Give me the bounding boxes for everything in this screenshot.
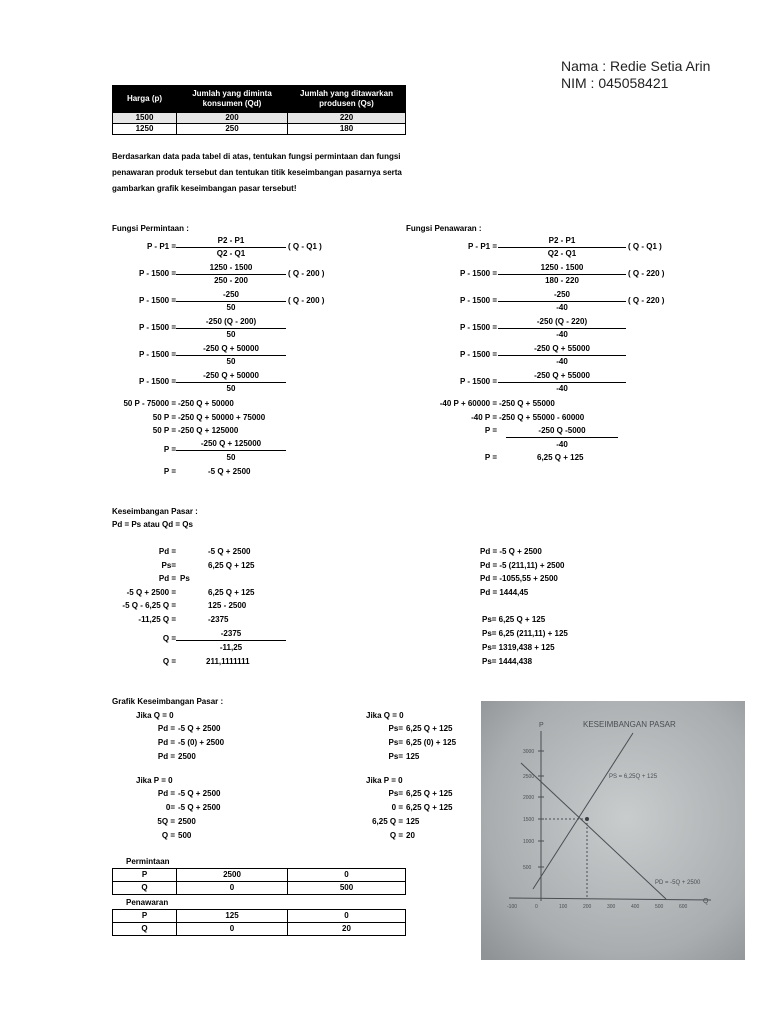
supply-step-rhs: -250 Q + 55000 - 60000 [499, 413, 585, 422]
fraction-bar [176, 301, 286, 302]
fraction-bar [176, 450, 286, 451]
supply-frac-den: -40 [556, 384, 568, 393]
demand-frac-lhs: P - 1500 = [139, 296, 176, 305]
sketch-y-tick: 3000 [523, 749, 535, 755]
demand-frac-num: 1250 - 1500 [209, 263, 253, 272]
sketch-y-tick: 2500 [523, 774, 535, 780]
calc-rhs: 125 [406, 817, 420, 826]
student-name: Nama : Redie Setia Arin [561, 58, 711, 74]
supply-frac-rhs: ( Q - 220 ) [628, 296, 665, 305]
table-cell: Q [113, 923, 177, 936]
demand-frac-num: P2 - P1 [217, 236, 245, 245]
calc-rhs: -5 Q + 2500 [178, 724, 221, 733]
demand-step-rhs: -250 Q + 125000 [178, 426, 239, 435]
fraction-bar [498, 274, 626, 275]
calc-rhs: 6,25 Q + 125 [406, 803, 453, 812]
demand-frac-lhs: P - 1500 = [139, 377, 176, 386]
supply-frac-lhs: P - 1500 = [460, 350, 497, 359]
supply-frac-num: -250 [553, 290, 570, 299]
calc-rhs: 2500 [178, 752, 196, 761]
header-qd: Jumlah yang diminta konsumen (Qd) [177, 86, 288, 113]
calc-lhs: Pd = [157, 752, 175, 761]
demand-frac-lhs: P - 1500 = [139, 323, 176, 332]
table-row [113, 124, 406, 135]
demand-step-rhs: -250 Q + 50000 + 75000 [178, 413, 266, 422]
calc-rhs: 6,25 Q + 125 [406, 789, 453, 798]
demand-frac-lhs: P - 1500 = [139, 350, 176, 359]
demand-frac-lhs: P - P1 = [147, 242, 176, 251]
calc-lhs: Pd = [157, 738, 175, 747]
supply-frac-lhs: P - 1500 = [460, 377, 497, 386]
eq-step-lhs: -5 Q + 2500 = [126, 588, 176, 597]
demand-step-lhs: 50 P = [152, 413, 176, 422]
demand-final-lhs: P = [163, 445, 176, 454]
table-cell: 1500 [113, 113, 177, 124]
sketch-y-tick: 2000 [523, 795, 535, 801]
demand-frac-den: 50 [226, 330, 236, 339]
demand-frac-rhs: ( Q - 200 ) [288, 296, 325, 305]
supply-frac-lhs: P - P1 = [468, 242, 497, 251]
demand-step-lhs: 50 P = [152, 426, 176, 435]
calc-heading: Jika Q = 0 [136, 711, 174, 720]
sketch-title: KESEIMBANGAN PASAR [583, 720, 676, 729]
demand-frac-den: 50 [226, 357, 236, 366]
equilibrium-condition: Pd = Ps atau Qd = Qs [112, 520, 193, 529]
header-qs: Jumlah yang ditawarkan produsen (Qs) [288, 86, 406, 113]
demand-frac-num: -250 (Q - 200) [205, 317, 257, 326]
pd-calc-line: Pd = 1444,45 [480, 588, 529, 597]
demand-frac-num: -250 Q + 50000 [203, 344, 259, 353]
supply-frac-num: -250 (Q - 220) [536, 317, 588, 326]
supply-title: Fungsi Penawaran : [406, 224, 482, 233]
calc-heading: Jika P = 0 [366, 776, 403, 785]
supply-frac-rhs: ( Q - Q1 ) [628, 242, 662, 251]
fraction-bar [506, 437, 618, 438]
eq-frac-lhs: Q = [162, 634, 176, 643]
pd-calc-line: Pd = -1055,55 + 2500 [480, 574, 558, 583]
table-cell: 200 [177, 113, 288, 124]
supply-step-lhs: -40 P = [471, 413, 497, 422]
eq-step-lhs: Pd = [158, 547, 176, 556]
table-cell: 0 [288, 869, 406, 882]
sketch-x-tick: 500 [655, 904, 664, 910]
graph-title: Grafik Keseimbangan Pasar : [112, 697, 224, 706]
demand-frac-den: 250 - 200 [214, 276, 248, 285]
calc-rhs: -5 Q + 2500 [178, 803, 221, 812]
ps-calc-line: Ps= 1319,438 + 125 [482, 643, 555, 652]
fraction-bar [176, 382, 286, 383]
fraction-bar [176, 247, 286, 248]
fraction-bar [498, 301, 626, 302]
calc-lhs: Ps= [388, 752, 403, 761]
calc-rhs: -5 (0) + 2500 [178, 738, 225, 747]
table-row [113, 923, 406, 936]
fraction-bar [498, 382, 626, 383]
table-cell: 1250 [113, 124, 177, 135]
table-cell: P [113, 910, 177, 923]
supply-frac-lhs: P - 1500 = [460, 269, 497, 278]
table-cell: 2500 [177, 869, 288, 882]
calc-rhs: 500 [178, 831, 192, 840]
table-cell: Q [113, 882, 177, 895]
calc-lhs: Q = [389, 831, 403, 840]
eq-q-result: 211,1111111 [206, 657, 250, 666]
eq-frac-den: -11,25 [219, 643, 243, 652]
supply-frac-num: -250 Q + 55000 [534, 371, 590, 380]
calc-lhs: Ps= [388, 738, 403, 747]
supply-frac-den: 180 - 220 [545, 276, 579, 285]
supply-final-den: -40 [556, 440, 568, 449]
eq-step-rhs: 125 - 2500 [208, 601, 247, 610]
demand-frac-lhs: P - 1500 = [139, 269, 176, 278]
supply-final-num: -250 Q -5000 [538, 426, 586, 435]
sketch-x-tick: -100 [507, 904, 518, 910]
data-table [112, 85, 406, 135]
table-cell: 180 [288, 124, 406, 135]
demand-frac-den: Q2 - Q1 [216, 249, 246, 258]
demand-frac-rhs: ( Q - Q1 ) [288, 242, 322, 251]
supply-step-lhs: -40 P + 60000 = [439, 399, 497, 408]
table-cell: P [113, 869, 177, 882]
table-row [113, 113, 406, 124]
calc-heading: Jika Q = 0 [366, 711, 404, 720]
table-cell: 0 [177, 882, 288, 895]
sketch-x-tick: 200 [583, 904, 592, 910]
sketch-q-label: Q [703, 898, 709, 905]
calc-rhs: 6,25 (0) + 125 [406, 738, 457, 747]
table-cell: 125 [177, 910, 288, 923]
header-harga: Harga (p) [113, 86, 177, 113]
sketch-supply-label: PS = 6,25Q + 125 [609, 774, 658, 780]
eq-step-rhs: -2375 [208, 615, 229, 624]
table-cell: 220 [288, 113, 406, 124]
ps-calc-line: Ps= 6,25 (211,11) + 125 [482, 629, 568, 638]
calc-lhs: 6,25 Q = [372, 817, 403, 826]
calc-lhs: 0= [165, 803, 175, 812]
supply-frac-den: -40 [556, 303, 568, 312]
calc-lhs: 0 = [391, 803, 403, 812]
supply-result-lhs: P = [484, 453, 497, 462]
penawaran-title: Penawaran [126, 898, 169, 907]
permintaan-title: Permintaan [126, 857, 170, 866]
sketch-x-tick: 100 [559, 904, 568, 910]
fraction-bar [176, 355, 286, 356]
fraction-bar [176, 328, 286, 329]
calc-lhs: Q = [161, 831, 175, 840]
paper-background [481, 701, 745, 960]
sketch-demand-label: PD = -5Q + 2500 [655, 880, 701, 886]
fraction-bar [498, 355, 626, 356]
supply-frac-num: P2 - P1 [548, 236, 576, 245]
table-cell: 500 [288, 882, 406, 895]
demand-result-lhs: P = [163, 467, 176, 476]
calc-rhs: 6,25 Q + 125 [406, 724, 453, 733]
calc-lhs: Ps= [388, 789, 403, 798]
eq-step-lhs: Ps= [161, 561, 176, 570]
pd-calc-line: Pd = -5 (211,11) + 2500 [480, 561, 565, 570]
table-cell: 250 [177, 124, 288, 135]
sketch-x-tick: 600 [679, 904, 688, 910]
ps-calc-line: Ps= 1444,438 [482, 657, 533, 666]
sketch-y-tick: 1000 [523, 839, 535, 845]
table-row [113, 910, 406, 923]
eq-step-lhs: -11,25 Q = [138, 615, 176, 624]
fraction-bar [176, 640, 286, 641]
eq-step-rhs: Ps [180, 574, 190, 583]
demand-frac-den: 50 [226, 384, 236, 393]
equilibrium-title: Keseimbangan Pasar : [112, 507, 198, 516]
supply-frac-den: Q2 - Q1 [547, 249, 577, 258]
calc-heading: Jika P = 0 [136, 776, 173, 785]
pd-calc-line: Pd = -5 Q + 2500 [480, 547, 542, 556]
demand-frac-num: -250 [222, 290, 239, 299]
demand-final-num: -250 Q + 125000 [200, 439, 262, 448]
calc-rhs: 2500 [178, 817, 196, 826]
supply-final-lhs: P = [484, 426, 497, 435]
calc-lhs: Ps= [388, 724, 403, 733]
table-cell: 0 [177, 923, 288, 936]
demand-frac-den: 50 [226, 303, 236, 312]
supply-step-rhs: -250 Q + 55000 [499, 399, 555, 408]
calc-lhs: Pd = [157, 789, 175, 798]
handdrawn-graph-photo [481, 701, 745, 960]
table-row [113, 869, 406, 882]
sketch-x-tick: 300 [607, 904, 616, 910]
eq-step-lhs: Pd = [158, 574, 176, 583]
demand-title: Fungsi Permintaan : [112, 224, 189, 233]
eq-step-rhs: -5 Q + 2500 [208, 547, 251, 556]
eq-step-lhs: -5 Q - 6,25 Q = [122, 601, 176, 610]
demand-step-lhs: 50 P - 75000 = [123, 399, 176, 408]
eq-step-rhs: 6,25 Q + 125 [208, 561, 255, 570]
sketch-y-tick: 500 [523, 865, 532, 871]
table-cell: 20 [288, 923, 406, 936]
sketch-y-tick: 1500 [523, 817, 535, 823]
penawaran-table [112, 909, 406, 936]
supply-frac-den: -40 [556, 330, 568, 339]
demand-frac-num: -250 Q + 50000 [203, 371, 259, 380]
supply-frac-rhs: ( Q - 220 ) [628, 269, 665, 278]
sketch-x-tick: 400 [631, 904, 640, 910]
supply-frac-lhs: P - 1500 = [460, 296, 497, 305]
calc-rhs: -5 Q + 2500 [178, 789, 221, 798]
handdrawn-graph [481, 701, 745, 960]
demand-frac-rhs: ( Q - 200 ) [288, 269, 325, 278]
demand-step-rhs: -250 Q + 50000 [178, 399, 234, 408]
calc-rhs: 20 [406, 831, 415, 840]
table-row [113, 882, 406, 895]
calc-lhs: Pd = [157, 724, 175, 733]
calc-rhs: 125 [406, 752, 420, 761]
eq-frac-num: -2375 [220, 629, 242, 638]
problem-text: Berdasarkan data pada tabel di atas, tentukan fungsi permintaan dan fungsi penawaran produk tersebut dan tentukan titik keseimbangan pasarnya serta gambarkan grafik keseimbangan pasar tersebut! [112, 152, 402, 193]
fraction-bar [498, 328, 626, 329]
equilibrium-point [585, 817, 589, 821]
fraction-bar [176, 274, 286, 275]
sketch-p-label: P [539, 722, 544, 729]
supply-frac-lhs: P - 1500 = [460, 323, 497, 332]
ps-calc-line: Ps= 6,25 Q + 125 [482, 615, 546, 624]
demand-result: -5 Q + 2500 [208, 467, 251, 476]
calc-lhs: 5Q = [157, 817, 175, 826]
table-cell: 0 [288, 910, 406, 923]
demand-final-den: 50 [226, 453, 236, 462]
eq-q-lhs: Q = [162, 657, 176, 666]
supply-frac-num: 1250 - 1500 [540, 263, 584, 272]
supply-frac-den: -40 [556, 357, 568, 366]
fraction-bar [498, 247, 626, 248]
permintaan-table [112, 868, 406, 895]
supply-frac-num: -250 Q + 55000 [534, 344, 590, 353]
sketch-x-tick: 0 [535, 904, 538, 910]
supply-result: 6,25 Q + 125 [537, 453, 584, 462]
eq-step-rhs: 6,25 Q + 125 [208, 588, 255, 597]
student-nim: NIM : 045058421 [561, 75, 669, 91]
